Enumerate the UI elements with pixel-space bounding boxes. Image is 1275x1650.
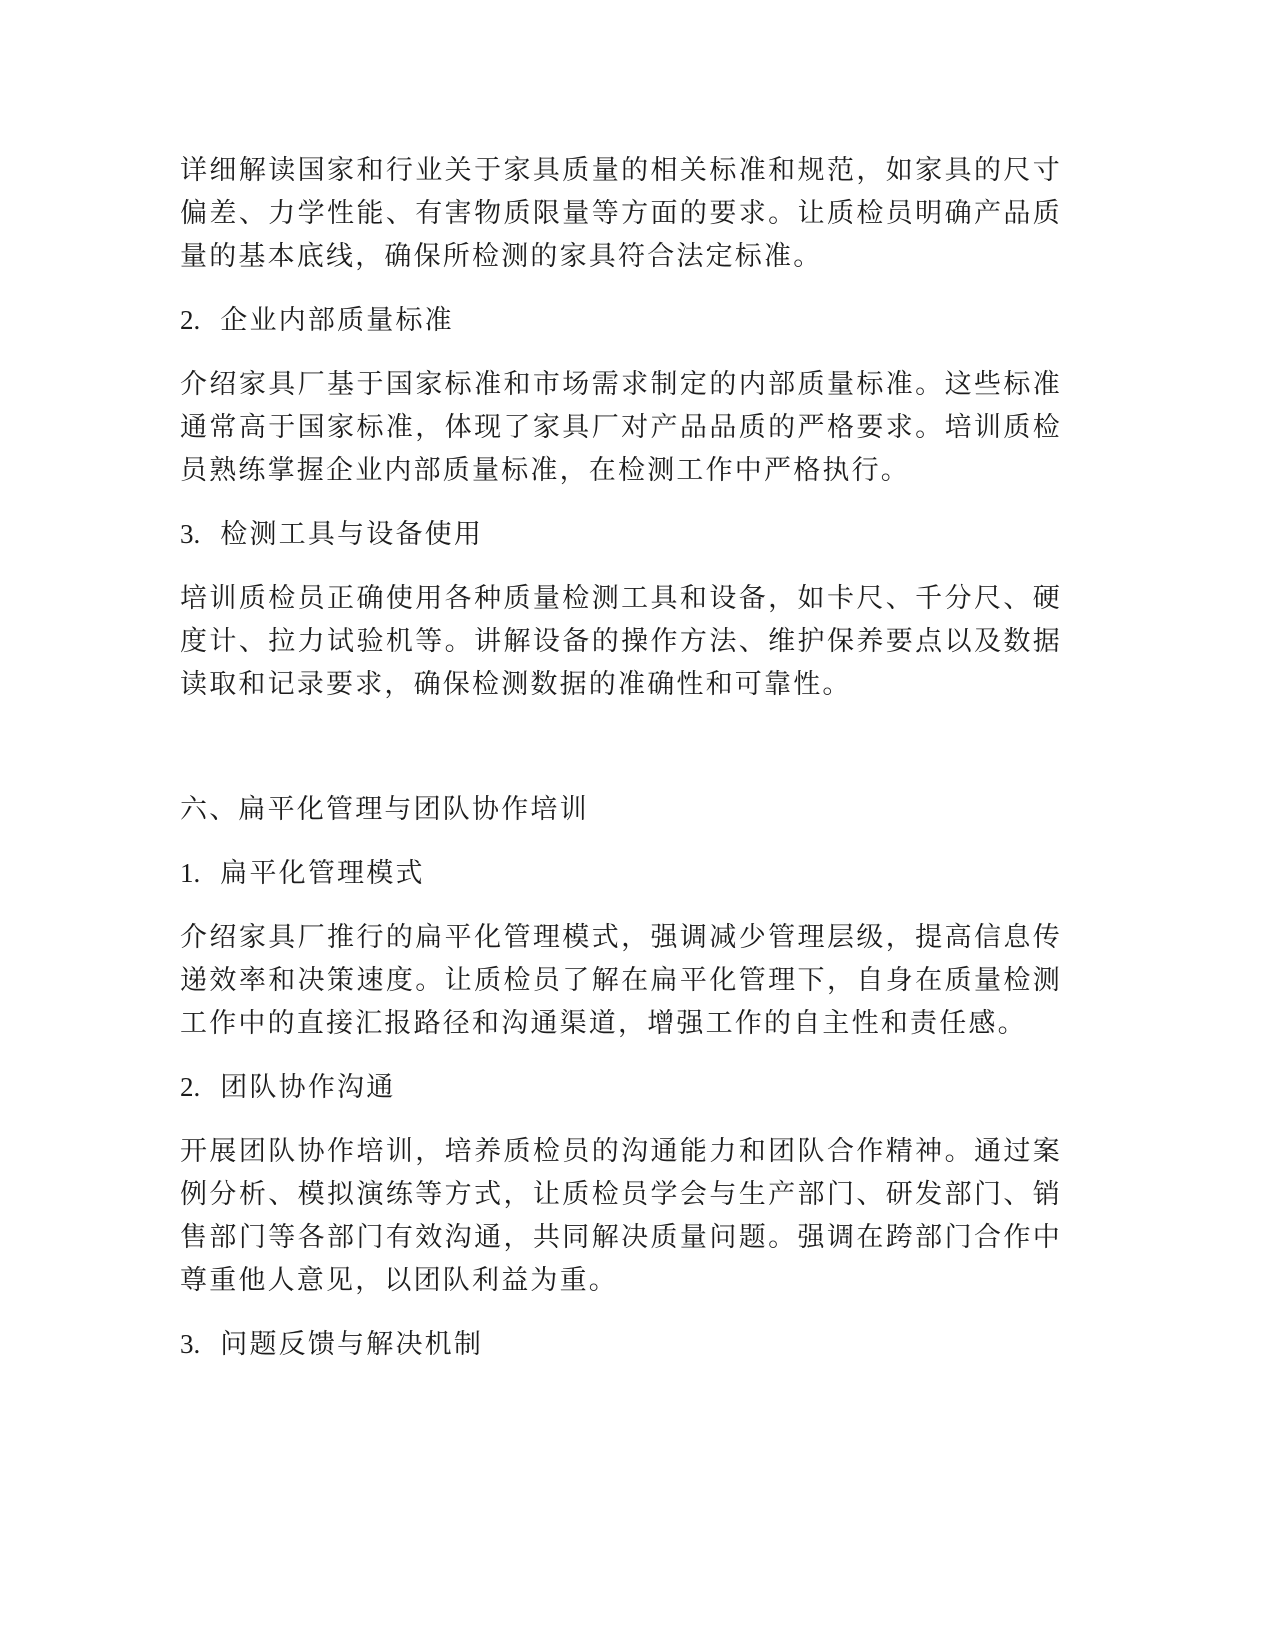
item-number: 2. [180,1072,201,1102]
body-paragraph: 开展团队协作培训，培养质检员的沟通能力和团队合作精神。通过案例分析、模拟演练等方式，让质检员学会与生产部门、研发部门、销售部门等各部门有效沟通，共同解决质量问题。强调在跨部门合作中尊重他人意见，以团队利益为重。 [180,1136,1062,1295]
blank-line [180,727,1062,767]
item-number: 2. [180,305,201,335]
item-title: 问题反馈与解决机制 [220,1329,484,1359]
body-paragraph: 介绍家具厂基于国家标准和市场需求制定的内部质量标准。这些标准通常高于国家标准，体现了家具厂对产品品质的严格要求。培训质检员熟练掌握企业内部质量标准，在检测工作中严格执行。 [180,369,1062,485]
section-heading: 六、扁平化管理与团队协作培训 [180,794,589,824]
document-content [180,149,1062,1387]
item-number: 3. [180,1329,201,1359]
item-title: 企业内部质量标准 [220,305,454,335]
item-title: 扁平化管理模式 [220,858,425,888]
item-title: 检测工具与设备使用 [220,519,484,549]
body-paragraph: 培训质检员正确使用各种质量检测工具和设备，如卡尺、千分尺、硬度计、拉力试验机等。讲解设备的操作方法、维护保养要点以及数据读取和记录要求，确保检测数据的准确性和可靠性。 [180,583,1062,699]
item-number: 3. [180,519,201,549]
item-number: 1. [180,858,201,888]
item-heading [180,852,1062,895]
item-heading [180,299,1062,342]
body-paragraph: 详细解读国家和行业关于家具质量的相关标准和规范，如家具的尺寸偏差、力学性能、有害物质限量等方面的要求。让质检员明确产品质量的基本底线，确保所检测的家具符合法定标准。 [180,155,1062,271]
item-heading [180,513,1062,556]
body-paragraph: 介绍家具厂推行的扁平化管理模式，强调减少管理层级，提高信息传递效率和决策速度。让质检员了解在扁平化管理下，自身在质量检测工作中的直接汇报路径和沟通渠道，增强工作的自主性和责任感。 [180,922,1062,1038]
item-heading [180,1066,1062,1109]
item-heading [180,1323,1062,1366]
item-title: 团队协作沟通 [220,1072,396,1102]
